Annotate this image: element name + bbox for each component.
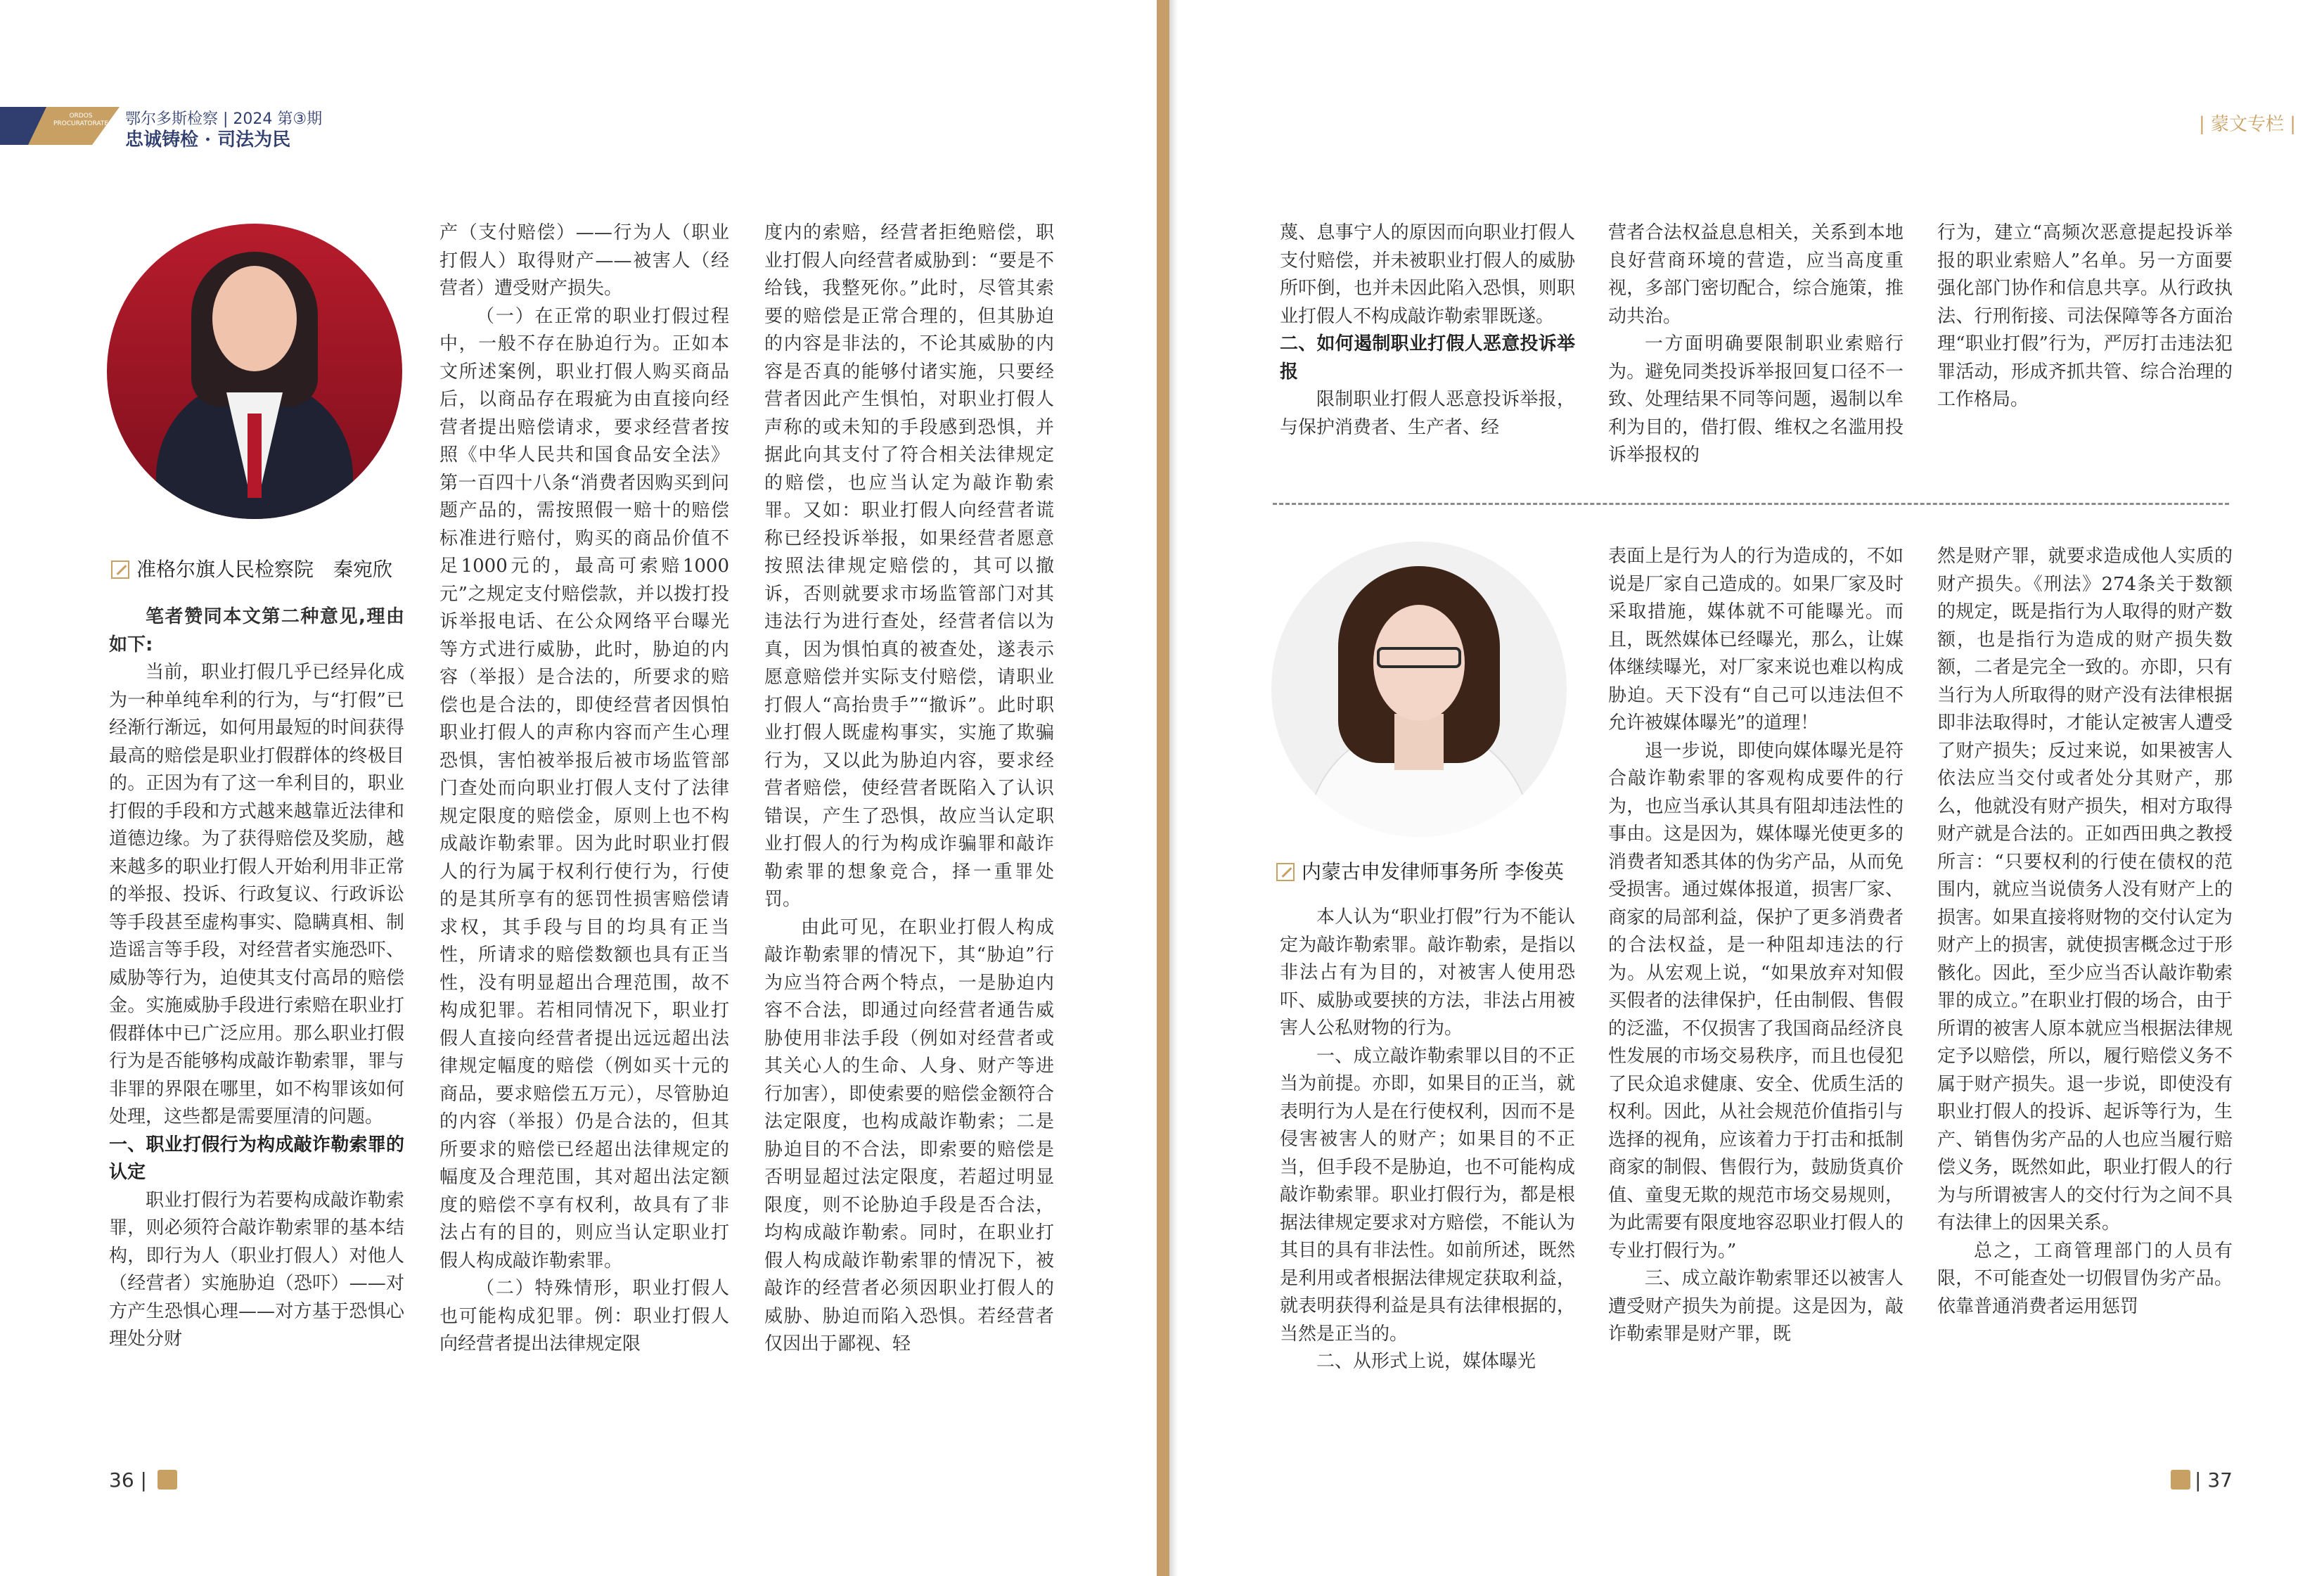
page-number-right: | 37 bbox=[2166, 1468, 2233, 1492]
paragraph: （二）特殊情形，职业打假人也可能构成犯罪。例：职业打假人向经营者提出法律规定限 bbox=[439, 1278, 729, 1354]
paragraph: 由此可见，在职业打假人构成敲诈勒索罪的情况下，其“胁迫”行为应当符合两个特点，一是胁迫内容不合法，即通过向经营者通告威胁使用非法手段（例如对经营者或其关心人的生命、人身、财产等进行加害），即使索要的赔偿金额符合法定限度，也构成敲诈勒索；二是胁迫目的不合法，即索要的赔偿是否明显超过法定限度，若超过明显限度，则不论胁迫手段是否合法，均构成敲诈勒索。同时，在职业打假人构成敲诈勒索罪的情况下，被敲诈的经营者必须因职业打假人的威胁、胁迫而陷入恐惧。若经营者仅因出于鄙视、轻 bbox=[764, 916, 1054, 1354]
paragraph: 总之，工商管理部门的人员有限，不可能查处一切假冒伪劣产品。依靠普通消费者运用惩罚 bbox=[1937, 1240, 2233, 1317]
paragraph: 一方面明确要限制职业索赔行为。避免同类投诉举报回复口径不一致、处理结果不同等问题，遏制以牟利为目的，借打假、维权之名滥用投诉举报权的 bbox=[1608, 333, 1904, 466]
magazine-title: 鄂尔多斯检察 | 2024 第③期 bbox=[125, 110, 323, 128]
pen-icon bbox=[1276, 863, 1295, 881]
paragraph: 笔者赞同本文第二种意见,理由如下: bbox=[109, 606, 404, 655]
paragraph: 表面上是行为人的行为造成的，不如说是厂家自己造成的。如果厂家及时采取措施，媒体就不可能曝光。而且，既然媒体已经曝光，那么，让媒体继续曝光，对厂家来说也难以构成胁迫。天下没有“自己可以违法但不允许被媒体曝光”的道理！ bbox=[1608, 546, 1904, 733]
paragraph: 退一步说，即使向媒体曝光是符合敲诈勒索罪的客观构成要件的行为，也应当承认其具有阻却违法性的事由。这是因为，媒体曝光使更多的消费者知悉其体的伪劣产品，从而免受损害。通过媒体报道，损害厂家、商家的局部利益，保护了更多消费者的合法权益，是一种阻却违法的行为。从宏观上说，“如果放弃对知假买假者的法律保护，任由制假、售假的泛滥，不仅损害了我国商品经济良性发展的市场交易秩序，而且也侵犯了民众追求健康、安全、优质生活的权利。因此，从社会规范价值指引与选择的视角，应该着力于打击和抵制商家的制假、售假行为，鼓励货真价值、童叟无欺的规范市场交易规则，为此需要有限度地容忍职业打假人的专业打假行为。” bbox=[1608, 740, 1904, 1262]
article-right-top-column-1 bbox=[1280, 219, 1575, 442]
header-en-logo: ORDOS PROCURATORATE bbox=[53, 113, 109, 127]
page-number-left: 36 | bbox=[109, 1468, 181, 1492]
article-right-column-1 bbox=[1280, 904, 1575, 1376]
paragraph: 营者合法权益息息相关，关系到本地良好营商环境的营造，应当高度重视，多部门密切配合，综合施策，推动共治。 bbox=[1608, 222, 1904, 327]
author-photo-left bbox=[107, 224, 402, 519]
column-label: | 蒙文专栏 | bbox=[2198, 114, 2296, 135]
magazine-slogan: 忠诚铸检 · 司法为民 bbox=[125, 129, 291, 150]
article-right-top-column-2 bbox=[1608, 219, 1904, 470]
pen-icon bbox=[111, 560, 129, 579]
paragraph: 二、从形式上说，媒体曝光 bbox=[1316, 1351, 1536, 1372]
paragraph: 度内的索赔，经营者拒绝赔偿，职业打假人向经营者威胁到：“要是不给钱，我整死你。”此时，尽管其索要的赔偿是正常合理的，但其胁迫的内容是非法的，不论其威胁的内容是否真的能够付诸实施，只要经营者因此产生惧怕，对职业打假人声称的或未知的手段感到恐惧，并据此向其支付了符合相关法律规定的赔偿，也应当认定为敲诈勒索罪。又如：职业打假人向经营者谎称已经投诉举报，如果经营者愿意按照法律规定赔偿的，其可以撤诉，否则就要求市场监管部门对其违法行为进行查处，经营者信以为真，因为惧怕真的被查处，遂表示愿意赔偿并实际支付赔偿，请职业打假人“高抬贵手”“撤诉”。此时职业打假人既虚构事实，实施了欺骗行为，又以此为胁迫内容，要求经营者赔偿，使经营者既陷入了认识错误，产生了恐惧，故应当认定职业打假人的行为构成诈骗罪和敲诈勒索罪的想象竞合，择一重罪处罚。 bbox=[764, 222, 1054, 910]
author-left-name: 准格尔旗人民检察院 秦宛欣 bbox=[136, 558, 393, 581]
article-left-column-3 bbox=[764, 219, 1054, 1359]
right-page bbox=[1178, 0, 2324, 1576]
paragraph: 产（支付赔偿）——行为人（职业打假人）取得财产——被害人（经营者）遭受财产损失。 bbox=[439, 222, 729, 299]
section-heading: 一、职业打假行为构成敲诈勒索罪的认定 bbox=[109, 1134, 404, 1183]
paragraph: （一）在正常的职业打假过程中，一般不存在胁迫行为。正如本文所述案例，职业打假人购买商品后，以商品存在瑕疵为由直接向经营者提出赔偿请求，要求经营者按照《中华人民共和国食品安全法》第一百四十八条“消费者因购买到问题产品的，需按照假一赔十的赔偿标准进行赔付，购买的商品价值不足1000元的，最高可索赔1000元”之规定支付赔偿款，并以拨打投诉举报电话、在公众网络平台曝光等方式进行威胁，此时，胁迫的内容（举报）是合法的，所要求的赔偿也是合法的，即使经营者因惧怕职业打假人的声称内容而产生心理恐惧，害怕被举报后被市场监管部门查处而向职业打假人支付了法律规定限度的赔偿金，原则上也不构成敲诈勒索罪。因为此时职业打假人的行为属于权利行使行为，行使的是其所享有的惩罚性损害赔偿请求权，其手段与目的均具有正当性，所请求的赔偿数额也具有正当性，没有明显超出合理范围，故不构成犯罪。若相同情况下，职业打假人直接向经营者提出远远超出法律规定幅度的赔偿（例如买十元的商品，要求赔偿五万元），尽管胁迫的内容（举报）仍是合法的，但其所要求的赔偿已经超出法律规定的幅度及合理范围，其对超出法定额度的赔偿不享有权利，故具有了非法占有的目的，则应当认定职业打假人构成敲诈勒索罪。 bbox=[439, 305, 729, 1271]
article-left-column-2 bbox=[439, 219, 729, 1359]
magazine-logo-icon bbox=[2171, 1470, 2190, 1489]
paragraph: 蔑、息事宁人的原因而向职业打假人支付赔偿，并未被职业打假人的威胁所吓倒，也并未因此陷入恐惧，则职业打假人不构成敲诈勒索罪既遂。 bbox=[1280, 222, 1575, 327]
paragraph: 当前，职业打假几乎已经异化成为一种单纯牟利的行为，与“打假”已经渐行渐远，如何用最短的时间获得最高的赔偿是职业打假群体的终极目的。正因为有了这一牟利目的，职业打假的手段和方式越来越靠近法律和道德边缘。为了获得赔偿及奖励，越来越多的职业打假人开始利用非正常的举报、投诉、行政复议、行政诉讼等手段甚至虚构事实、隐瞒真相、制造谣言等手段，对经营者实施恐吓、威胁等行为，迫使其支付高昂的赔偿金。实施威胁手段进行索赔在职业打假群体中已广泛应用。那么职业打假行为是否能够构成敲诈勒索罪，罪与非罪的界限在哪里，如不构罪该如何处理，这些都是需要厘清的问题。 bbox=[109, 662, 404, 1127]
section-heading: 二、如何遏制职业打假人恶意投诉举报 bbox=[1280, 333, 1575, 383]
author-photo-right bbox=[1271, 542, 1567, 837]
article-right-column-3 bbox=[1937, 543, 2233, 1321]
paragraph: 限制职业打假人恶意投诉举报，与保护消费者、生产者、经 bbox=[1280, 389, 1575, 438]
author-right bbox=[1276, 857, 1564, 885]
article-left-column-1 bbox=[109, 603, 404, 1354]
paragraph: 行为，建立“高频次恶意提起投诉举报的职业索赔人”名单。另一方面要强化部门协作和信息共享。从行政执法、行刑衔接、司法保障等各方面治理“职业打假”行为，严厉打击违法犯罪活动，形成齐抓共管、综合治理的工作格局。 bbox=[1937, 222, 2233, 410]
book-spine bbox=[1157, 0, 1169, 1576]
section-divider bbox=[1273, 503, 2229, 505]
author-right-name: 内蒙古申发律师事务所 李俊英 bbox=[1302, 860, 1564, 883]
paragraph: 职业打假行为若要构成敲诈勒索罪，则必须符合敲诈勒索罪的基本结构，即行为人（职业打假人）对他人（经营者）实施胁迫（恐吓）——对方产生恐惧心理——对方基于恐惧心理处分财 bbox=[109, 1189, 404, 1350]
paragraph: 本人认为“职业打假”行为不能认定为敲诈勒索罪。敲诈勒索，是指以非法占有为目的，对被害人使用恐吓、威胁或要挟的方法，非法占用被害人公私财物的行为。 bbox=[1280, 906, 1575, 1039]
author-left bbox=[111, 554, 392, 582]
article-right-top-column-3 bbox=[1937, 219, 2233, 414]
page-number-left-value: 36 bbox=[109, 1468, 134, 1492]
article-right-column-2 bbox=[1608, 543, 1904, 1349]
page-number-right-value: 37 bbox=[2207, 1468, 2233, 1492]
paragraph: 一、成立敲诈勒索罪以目的不正当为前提。亦即，如果目的正当，就表明行为人是在行使权利，因而不是侵害被害人的财产；如果目的不正当，但手段不是胁迫，也不可能构成敲诈勒索罪。职业打假行为，都是根据法律规定要求对方赔偿，不能认为其目的具有非法性。如前所述，既然是利用或者根据法律规定获取利益，就表明获得利益是具有法律根据的，当然是正当的。 bbox=[1280, 1045, 1575, 1345]
magazine-logo-icon bbox=[158, 1470, 177, 1489]
paragraph: 三、成立敲诈勒索罪还以被害人遭受财产损失为前提。这是因为，敲诈勒索罪是财产罪，既 bbox=[1608, 1268, 1904, 1345]
paragraph: 然是财产罪，就要求造成他人实质的财产损失。《刑法》274条关于数额的规定，既是指行为人取得的财产数额，也是指行为造成的财产损失数额，二者是完全一致的。亦即，只有当行为人所取得的财产没有法律根据即非法取得时，才能认定被害人遭受了财产损失；反过来说，如果被害人依法应当交付或者处分其财产，那么，他就没有财产损失，相对方取得财产就是合法的。正如西田典之教授所言：“只要权利的行使在债权的范围内，就应当说债务人没有财产上的损害。如果直接将财物的交付认定为财产上的损害，就使损害概念过于形骸化。因此，至少应当否认敲诈勒索罪的成立。”在职业打假的场合，由于所谓的被害人原本就应当根据法律规定予以赔偿，所以，履行赔偿义务不属于财产损失。退一步说，即使没有职业打假人的投诉、起诉等行为，生产、销售伪劣产品的人也应当履行赔偿义务，既然如此，职业打假人的行为与所谓被害人的交付行为之间不具有法律上的因果关系。 bbox=[1937, 546, 2233, 1234]
spine-shadow bbox=[1169, 0, 1178, 1576]
